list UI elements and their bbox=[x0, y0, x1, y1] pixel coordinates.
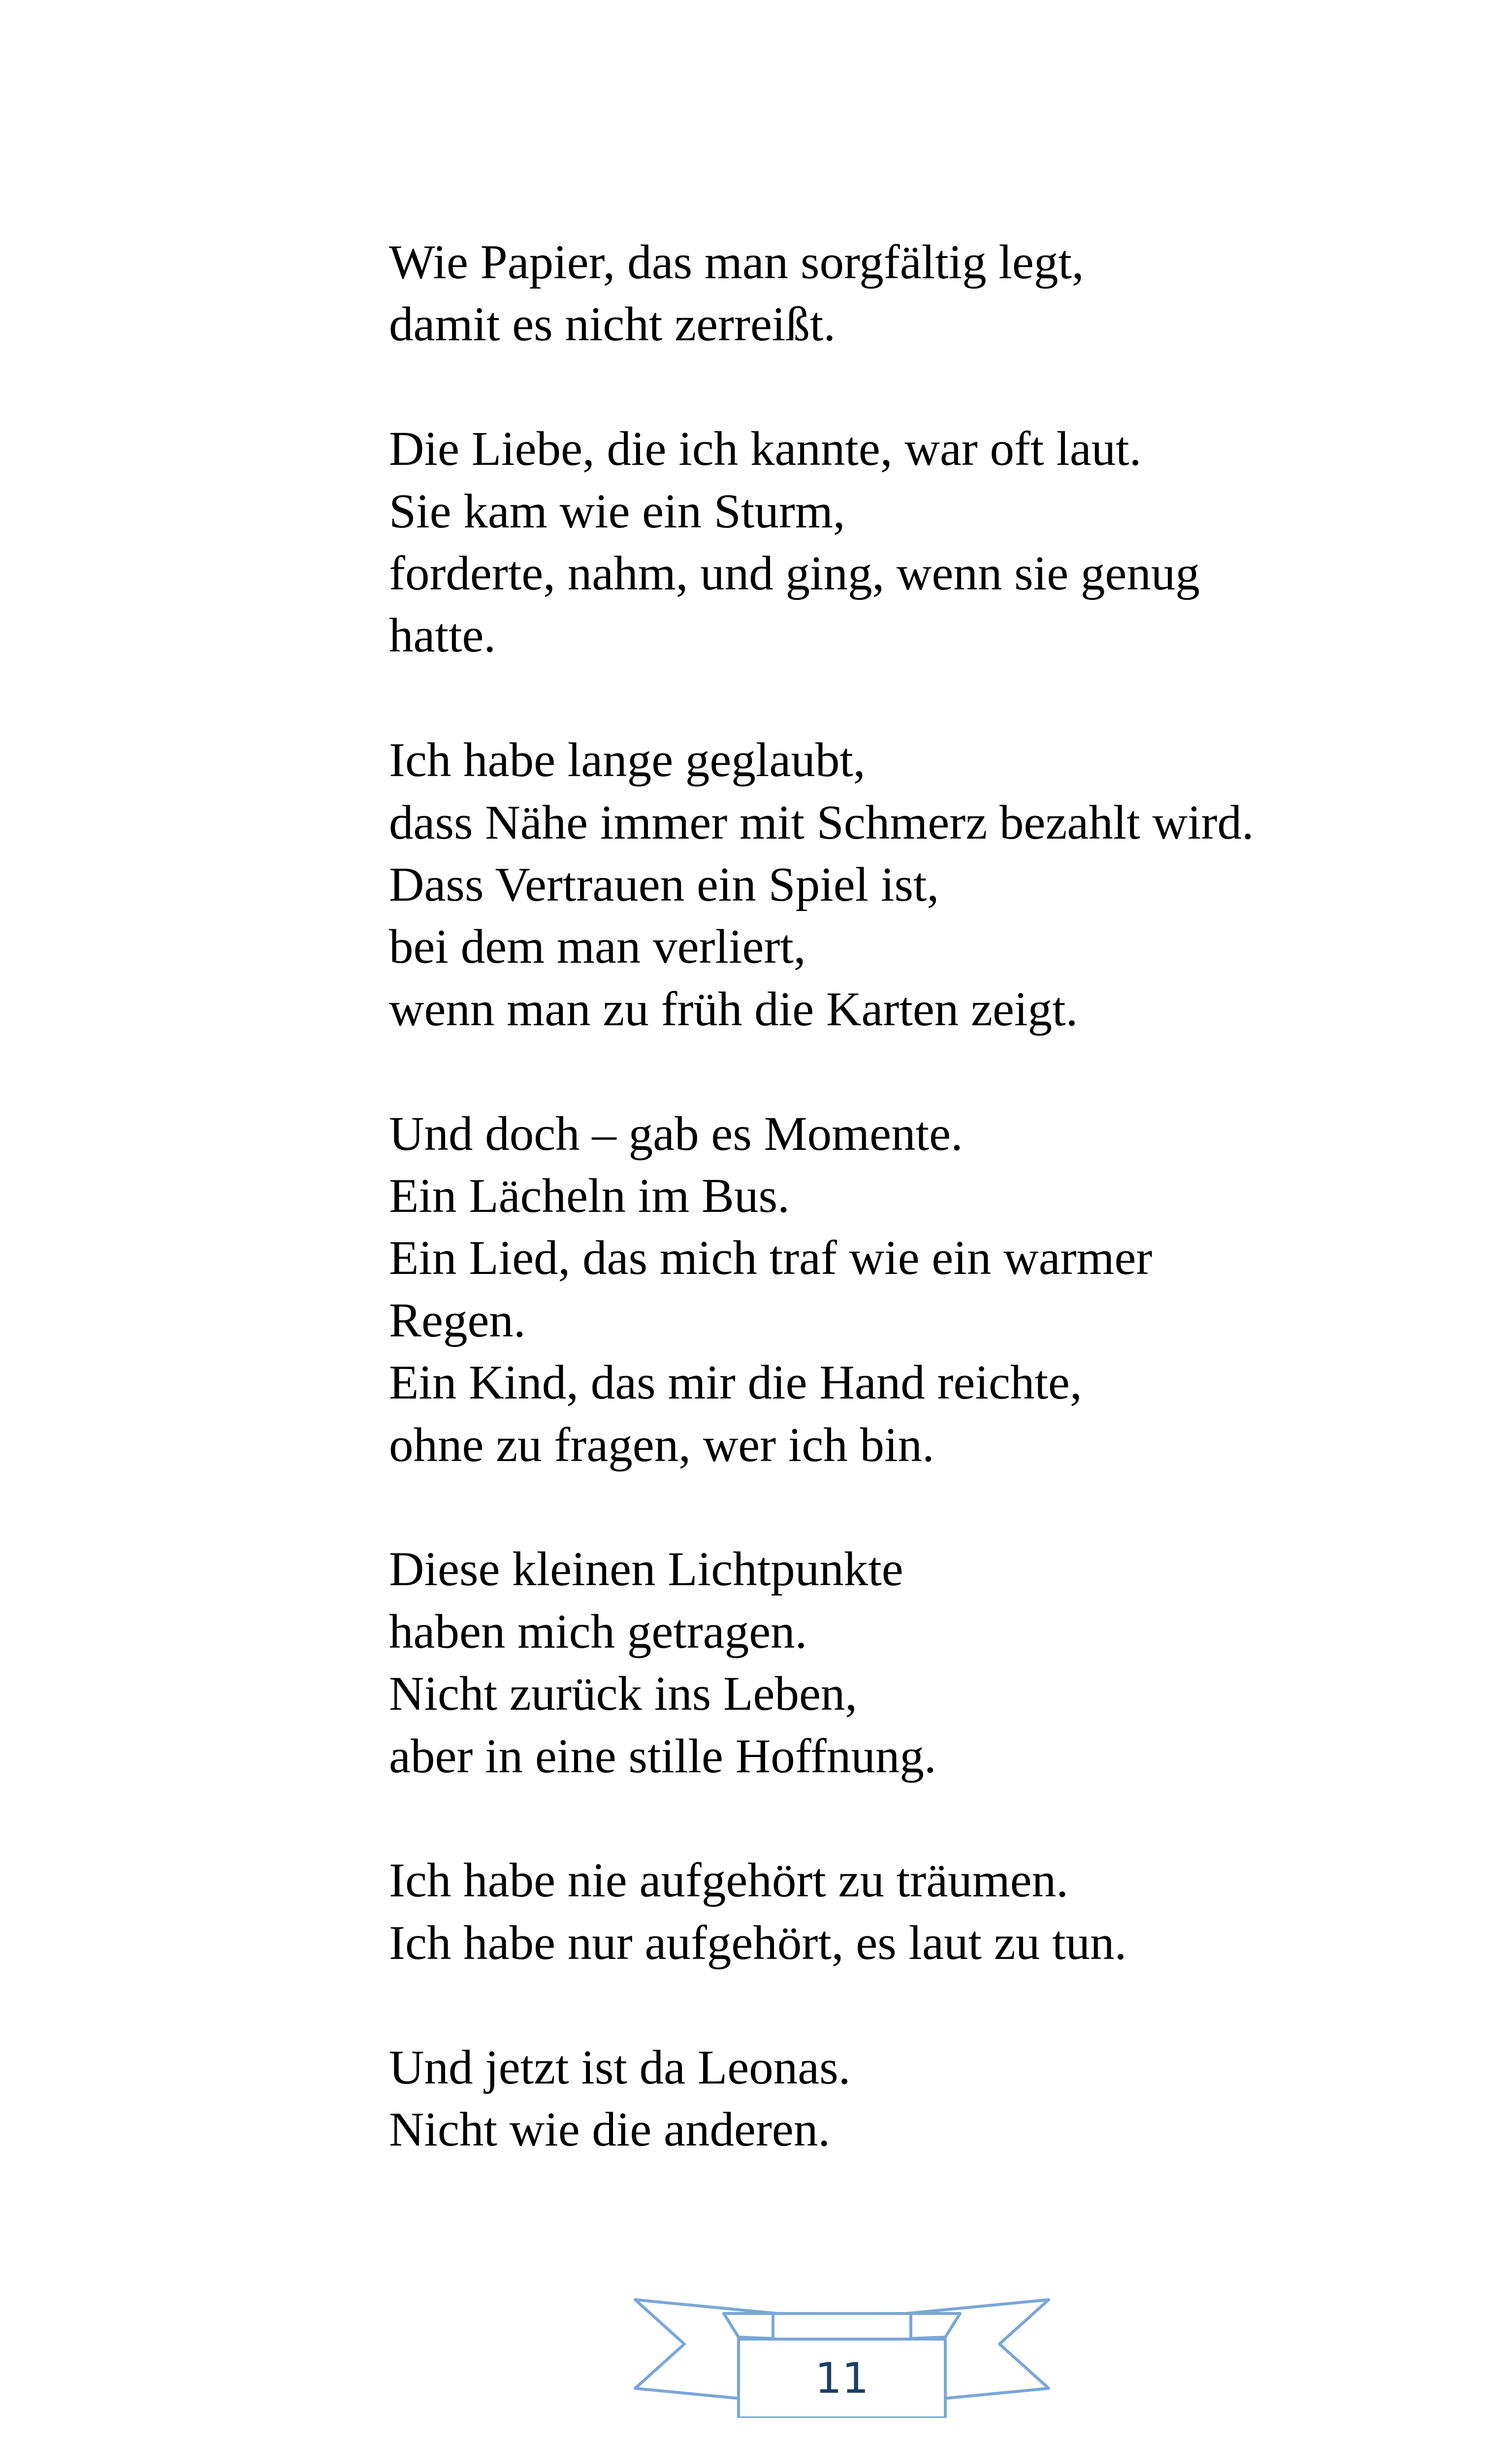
stanza-7 bbox=[389, 2037, 1398, 2161]
poem-line: Und jetzt ist da Leonas. bbox=[389, 2040, 851, 2094]
poem-line: Ich habe nie aufgehört zu träumen. bbox=[389, 1854, 1068, 1908]
stanza-6 bbox=[389, 1850, 1398, 1974]
poem-line: forderte, nahm, und ging, wenn sie genug bbox=[389, 547, 1200, 601]
poem-line: Die Liebe, die ich kannte, war oft laut. bbox=[389, 422, 1142, 476]
poem-line: ohne zu fragen, wer ich bin. bbox=[389, 1418, 934, 1472]
poem-line: Diese kleinen Lichtpunkte bbox=[389, 1542, 903, 1596]
poem-line: Nicht wie die anderen. bbox=[389, 2103, 831, 2157]
poem-line: Nicht zurück ins Leben, bbox=[389, 1667, 858, 1721]
poem-line: haben mich getragen. bbox=[389, 1604, 807, 1659]
poem-line: hatte. bbox=[389, 609, 496, 663]
poem-line: dass Nähe immer mit Schmerz bezahlt wird. bbox=[389, 795, 1254, 849]
stanza-3 bbox=[389, 729, 1398, 1041]
page-footer bbox=[625, 2290, 1059, 2418]
poem-line: bei dem man verliert, bbox=[389, 920, 806, 974]
stanza-4 bbox=[389, 1103, 1398, 1476]
stanza-1 bbox=[389, 231, 1398, 356]
page-number: 11 bbox=[815, 2354, 869, 2403]
poem-line: Und doch – gab es Momente. bbox=[389, 1107, 963, 1161]
poem-line: Regen. bbox=[389, 1293, 526, 1347]
poem-line: Ein Lied, das mich traf wie ein warmer bbox=[389, 1231, 1153, 1285]
poem-body bbox=[389, 231, 1398, 2223]
poem-line: Ein Lächeln im Bus. bbox=[389, 1169, 790, 1223]
poem-line: Ein Kind, das mir die Hand reichte, bbox=[389, 1356, 1082, 1410]
poem-line: Ich habe lange geglaubt, bbox=[389, 733, 866, 787]
poem-line: Sie kam wie ein Sturm, bbox=[389, 484, 845, 538]
poem-line: Dass Vertrauen ein Spiel ist, bbox=[389, 858, 939, 912]
poem-line: damit es nicht zerreißt. bbox=[389, 297, 836, 352]
poem-line: Ich habe nur aufgehört, es laut zu tun. bbox=[389, 1916, 1127, 1970]
stanza-5 bbox=[389, 1538, 1398, 1788]
poem-line: aber in eine stille Hoffnung. bbox=[389, 1729, 936, 1783]
stanza-2 bbox=[389, 418, 1398, 667]
poem-line: Wie Papier, das man sorgfältig legt, bbox=[389, 235, 1084, 289]
poem-line: wenn man zu früh die Karten zeigt. bbox=[389, 982, 1078, 1036]
